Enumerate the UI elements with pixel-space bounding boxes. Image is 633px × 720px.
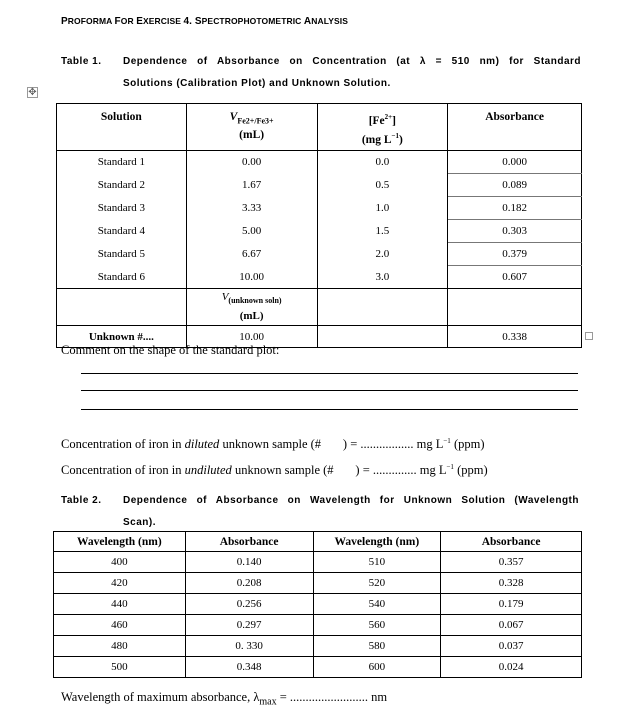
answer-line[interactable]: [81, 373, 578, 374]
table-resize-handle[interactable]: [585, 332, 593, 340]
title-part: NALYSIS: [311, 16, 348, 26]
text-emphasis: undiluted: [184, 463, 232, 478]
cell-absorbance: 0.067: [441, 615, 582, 636]
comment-label: Comment on the shape of the standard plot:: [61, 343, 280, 357]
diluted-concentration-line: [61, 437, 485, 452]
unit-sup: −1: [443, 437, 451, 445]
cell-unknown-volume: 10.00: [186, 326, 317, 348]
text: unknown sample (# ) = ................. mg L: [219, 437, 444, 452]
cell-volume: 0.00: [186, 151, 317, 174]
unknown-header-row: [57, 289, 582, 326]
cell-wavelength: 400: [54, 552, 186, 573]
answer-line[interactable]: [81, 409, 578, 410]
header-unknown-volume: [186, 289, 317, 326]
cell-conc: 0.0: [317, 151, 448, 174]
table-row: [54, 594, 582, 615]
table-header-row: [54, 532, 582, 552]
header-wavelength: Wavelength (nm): [54, 532, 186, 552]
cell-solution: Standard 1: [57, 151, 187, 174]
title-part: A: [303, 16, 312, 27]
cell-unknown-label: Unknown #....: [57, 326, 187, 348]
table-header-row: [57, 104, 582, 151]
undiluted-concentration-line: [61, 463, 488, 478]
cell-volume: 5.00: [186, 220, 317, 243]
cell-solution: Standard 6: [57, 266, 187, 289]
conc-main: [Fe: [368, 114, 385, 127]
cell-wavelength: 480: [54, 636, 186, 657]
table1-label: Table 1.: [61, 56, 102, 67]
header-concentration: [317, 104, 448, 151]
cell-wavelength: 440: [54, 594, 186, 615]
conc-sup: 2+: [384, 113, 393, 121]
cell-wavelength: 600: [313, 657, 441, 678]
document-title: [61, 16, 348, 27]
table1-caption-line2: Solutions (Calibration Plot) and Unknown Solution.: [123, 78, 391, 89]
cell-wavelength: 560: [313, 615, 441, 636]
cell-solution: Standard 5: [57, 243, 187, 266]
cell-absorbance: 0. 330: [185, 636, 313, 657]
text: Concentration of iron in: [61, 437, 185, 452]
cell-absorbance: 0.607: [448, 266, 582, 289]
title-part: PECTROPHOTOMETRIC: [201, 16, 304, 26]
text: Concentration of iron in: [61, 463, 185, 478]
wavelength-scan-table: [53, 531, 582, 678]
volume-var: V: [229, 111, 238, 123]
cell-volume: 3.33: [186, 197, 317, 220]
text: = ......................... nm: [276, 690, 388, 704]
title-part: OR: [120, 16, 137, 26]
text-emphasis: diluted: [184, 437, 220, 452]
table2-label: Table 2.: [61, 495, 102, 506]
cell-wavelength: 540: [313, 594, 441, 615]
cell-absorbance: 0.348: [185, 657, 313, 678]
header-absorbance: Absorbance: [185, 532, 313, 552]
table-row: [54, 615, 582, 636]
cell-absorbance: 0.303: [448, 220, 582, 243]
title-part: E: [136, 16, 143, 27]
header-volume: [186, 104, 317, 151]
cell-conc: 1.5: [317, 220, 448, 243]
cell-absorbance: 0.357: [441, 552, 582, 573]
cell-conc: 1.0: [317, 197, 448, 220]
cell-wavelength: 420: [54, 573, 186, 594]
cell-volume: 6.67: [186, 243, 317, 266]
unknown-volume-var: V: [221, 291, 229, 304]
volume-sub: Fe2+/Fe3+: [237, 116, 274, 126]
cell-absorbance: 0.208: [185, 573, 313, 594]
unknown-volume-sub: (unknown soln): [228, 296, 282, 306]
cell-conc: 0.5: [317, 174, 448, 197]
title-part: P: [61, 16, 68, 27]
unit-sup: −1: [446, 463, 454, 471]
table-row: [57, 266, 582, 289]
unit-tail: (ppm): [453, 463, 488, 478]
title-part: 4. S: [183, 16, 202, 27]
cell-empty: [317, 289, 448, 326]
unknown-volume-unit: (mL): [239, 309, 264, 322]
header-wavelength: Wavelength (nm): [313, 532, 441, 552]
header-absorbance: Absorbance: [448, 104, 582, 151]
cell-empty: [57, 289, 187, 326]
table2-caption-line2: Scan).: [123, 517, 157, 528]
table-row: [57, 197, 582, 220]
cell-wavelength: 580: [313, 636, 441, 657]
conc-close: ]: [392, 114, 396, 127]
volume-unit: (mL): [239, 129, 265, 142]
cell-solution: Standard 4: [57, 220, 187, 243]
table-row: [57, 151, 582, 174]
cell-volume: 10.00: [186, 266, 317, 289]
table1-caption: [61, 51, 581, 95]
cell-absorbance: 0.000: [448, 151, 582, 174]
table-row: [54, 552, 582, 573]
cell-absorbance: 0.140: [185, 552, 313, 573]
lambda-max-line: [61, 690, 387, 708]
table2-caption: [61, 490, 579, 534]
cell-wavelength: 500: [54, 657, 186, 678]
cell-unknown-absorbance: 0.338: [448, 326, 582, 348]
text: Wavelength of maximum absorbance, λ: [61, 690, 260, 704]
cell-conc: 2.0: [317, 243, 448, 266]
text: unknown sample (# ) = .............. mg L: [231, 463, 447, 478]
cell-absorbance: 0.037: [441, 636, 582, 657]
table-row: [57, 174, 582, 197]
header-solution: Solution: [57, 104, 187, 151]
cell-absorbance: 0.182: [448, 197, 582, 220]
table-row: [54, 573, 582, 594]
title-part: XERCISE: [142, 16, 184, 26]
conc-unit-close: ): [399, 133, 403, 146]
table2-caption-line1: Dependence of Absorbance on Wavelength for Unknown Solution (Wavelength: [123, 495, 579, 506]
conc-unit: (mg L: [361, 133, 392, 146]
conc-unit-sup: −1: [391, 131, 400, 140]
cell-absorbance: 0.024: [441, 657, 582, 678]
cell-solution: Standard 3: [57, 197, 187, 220]
cell-wavelength: 460: [54, 615, 186, 636]
lambda-sub: max: [259, 696, 277, 708]
cell-absorbance: 0.379: [448, 243, 582, 266]
cell-absorbance: 0.089: [448, 174, 582, 197]
header-absorbance: Absorbance: [441, 532, 582, 552]
table-move-handle-icon[interactable]: ✥: [28, 87, 37, 98]
title-part: ROFORMA: [67, 16, 115, 26]
cell-wavelength: 520: [313, 573, 441, 594]
cell-volume: 1.67: [186, 174, 317, 197]
cell-absorbance: 0.256: [185, 594, 313, 615]
cell-unknown-conc[interactable]: [317, 326, 448, 348]
table-row: [54, 636, 582, 657]
cell-solution: Standard 2: [57, 174, 187, 197]
calibration-table: [56, 103, 582, 348]
answer-line[interactable]: [81, 390, 578, 391]
cell-empty: [448, 289, 582, 326]
cell-conc: 3.0: [317, 266, 448, 289]
table-row: [54, 657, 582, 678]
cell-absorbance: 0.297: [185, 615, 313, 636]
cell-wavelength: 510: [313, 552, 441, 573]
title-part: F: [114, 16, 121, 27]
cell-absorbance: 0.328: [441, 573, 582, 594]
table1-caption-line1: Dependence of Absorbance on Concentration (at λ = 510 nm) for Standard: [123, 56, 581, 67]
cell-absorbance: 0.179: [441, 594, 582, 615]
unit-tail: (ppm): [450, 437, 485, 452]
table-row: [57, 220, 582, 243]
table-row: [57, 243, 582, 266]
